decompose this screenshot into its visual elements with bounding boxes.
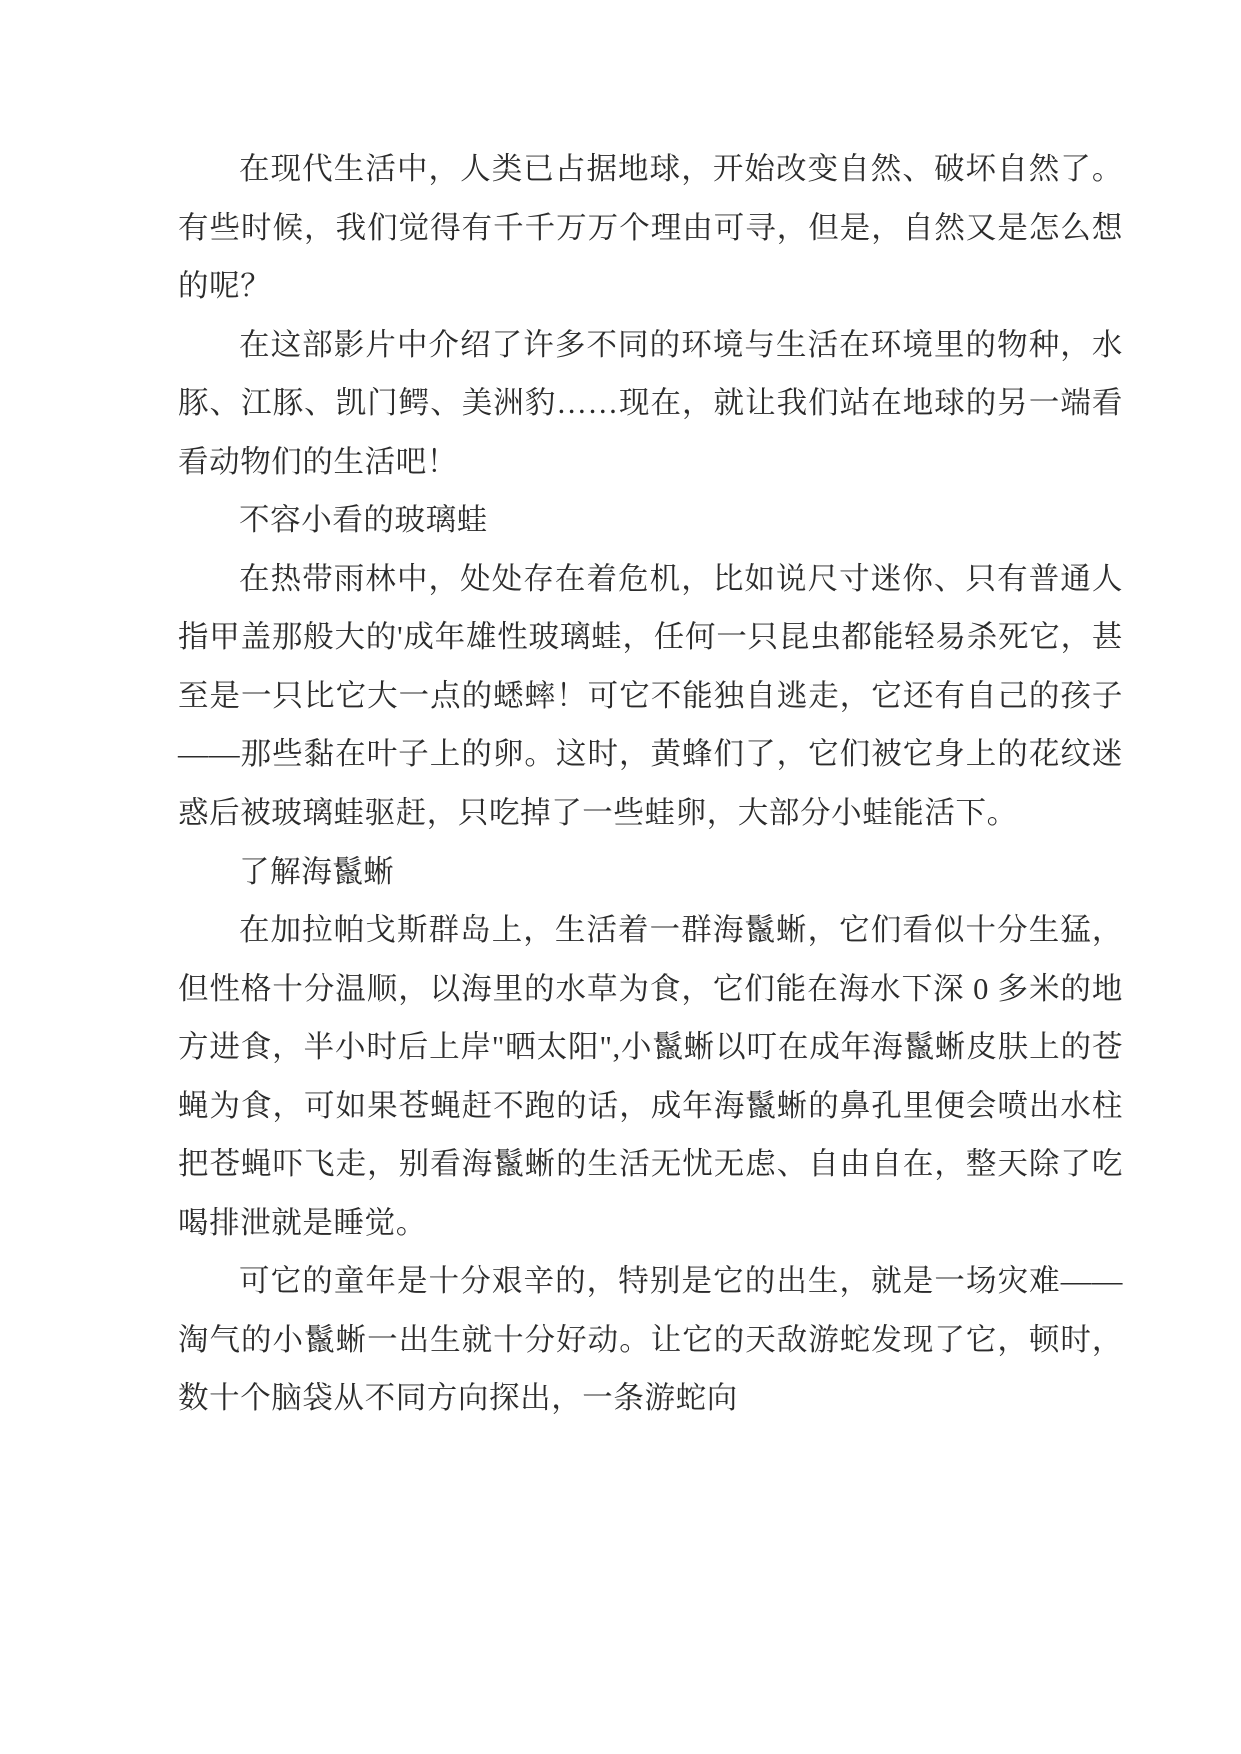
section-heading-marine-iguana: 了解海鬣蜥 xyxy=(239,854,395,889)
paragraph-1: 在现代生活中，人类已占据地球，开始改变自然、破坏自然了。有些时候，我们觉得有千千万万个理由可寻，但是，自然又是怎么想的呢？ xyxy=(178,152,1123,304)
paragraph-2: 在这部影片中介绍了许多不同的环境与生活在环境里的物种，水豚、江豚、凯门鳄、美洲豹……现在，就让我们站在地球的另一端看看动物们的生活吧！ xyxy=(178,327,1123,479)
section-heading-glass-frog: 不容小看的玻璃蛙 xyxy=(239,503,488,538)
paragraph-3: 在热带雨林中，处处存在着危机，比如说尺寸迷你、只有普通人指甲盖那般大的'成年雄性玻璃蛙，任何一只昆虫都能轻易杀死它，甚至是一只比它大一点的蟋蟀！可它不能独自逃走，它还有自己的孩子——那些黏在叶子上的卵。这时，黄蜂们了，它们被它身上的花纹迷惑后被玻璃蛙驱赶，只吃掉了一些蛙卵，大部分小蛙能活下。 xyxy=(178,561,1123,831)
paragraph-5: 可它的童年是十分艰辛的，特别是它的出生，就是一场灾难——淘气的小鬣蜥一出生就十分好动。让它的天敌游蛇发现了它，顿时，数十个脑袋从不同方向探出，一条游蛇向 xyxy=(178,1264,1123,1416)
document-body xyxy=(178,140,1123,1428)
paragraph-4: 在加拉帕戈斯群岛上，生活着一群海鬣蜥，它们看似十分生猛，但性格十分温顺，以海里的水草为食，它们能在海水下深 0 多米的地方进食，半小时后上岸"晒太阳",小鬣蜥以叮在成年海鬣蜥皮肤上的苍蝇为食，可如果苍蝇赶不跑的话，成年海鬣蜥的鼻孔里便会喷出水柱把苍蝇吓飞走，别看海鬣蜥的生活无忧无虑、自由自在，整天除了吃喝排泄就是睡觉。 xyxy=(178,913,1123,1240)
